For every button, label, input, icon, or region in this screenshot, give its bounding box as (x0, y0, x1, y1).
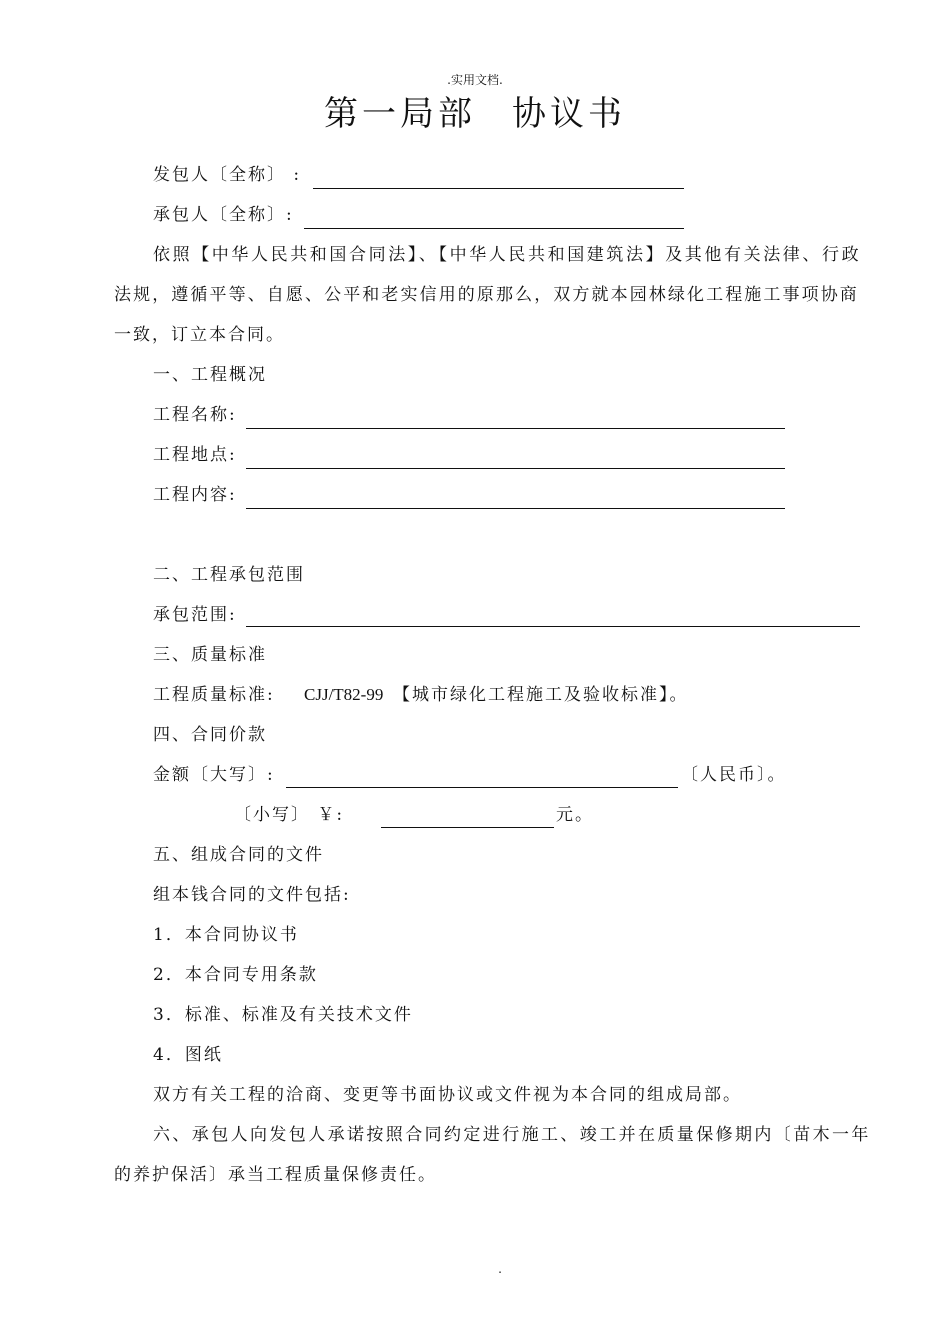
amount-figures-label: 〔小写〕 ￥: (234, 805, 345, 825)
section3-heading: 三、质量标准 (153, 645, 267, 665)
title-part1: 第一局部 (324, 94, 476, 134)
document-item: 1．本合同协议书 (153, 925, 299, 945)
document-title (0, 92, 950, 136)
preamble-line-1: 依照【中华人民共和国合同法】、【中华人民共和国建筑法】及其他有关法律、行政 (153, 245, 862, 265)
project-content-label: 工程内容: (153, 485, 237, 505)
documents-closing: 双方有关工程的洽商、变更等书面协议或文件视为本合同的组成局部。 (153, 1085, 742, 1105)
section1-heading: 一、工程概况 (153, 365, 267, 385)
project-content-field[interactable] (246, 508, 785, 509)
document-item: 3．标准、标准及有关技术文件 (153, 1005, 413, 1025)
amount-words-suffix: 〔人民币〕。 (681, 765, 787, 785)
section6-line-1: 六、承包人向发包人承诺按照合同约定进行施工、竣工并在质量保修期内〔苗木一年 (153, 1125, 871, 1145)
project-name-field[interactable] (246, 428, 785, 429)
amount-words-label: 金额〔大写〕: (153, 765, 275, 785)
quality-standard-name: 【城市绿化工程施工及验收标准】。 (393, 685, 689, 705)
amount-words-field[interactable] (286, 787, 678, 788)
contractor-name-field[interactable] (304, 228, 684, 229)
preamble-line-2: 法规，遵循平等、自愿、公平和老实信用的原那么，双方就本园林绿化工程施工事项协商 (114, 285, 859, 305)
document-item: 2．本合同专用条款 (153, 965, 318, 985)
project-location-field[interactable] (246, 468, 785, 469)
title-part2: 协议书 (512, 94, 626, 134)
scope-field[interactable] (246, 626, 860, 627)
quality-standard-label: 工程质量标准: (153, 685, 275, 705)
employer-name-field[interactable] (313, 188, 684, 189)
documents-intro: 组本钱合同的文件包括: (153, 885, 351, 905)
project-location-label: 工程地点: (153, 445, 237, 465)
section6-line-2: 的养护保活〕承当工程质量保修责任。 (114, 1165, 437, 1185)
preamble-line-3: 一致，订立本合同。 (114, 325, 285, 345)
header-note: .实用文档. (447, 73, 503, 87)
amount-figures-suffix: 元。 (556, 805, 594, 825)
section4-heading: 四、合同价款 (153, 725, 267, 745)
document-item: 4．图纸 (153, 1045, 223, 1065)
contractor-label: 承包人〔全称〕: (153, 205, 294, 225)
section2-heading: 二、工程承包范围 (153, 565, 305, 585)
amount-figures-field[interactable] (381, 827, 554, 828)
project-name-label: 工程名称: (153, 405, 237, 425)
scope-label: 承包范围: (153, 605, 237, 625)
footer-mark: . (498, 1262, 502, 1276)
quality-standard-code: CJJ/T82-99 (304, 685, 384, 704)
employer-label: 发包人〔全称〕 : (153, 165, 302, 185)
section5-heading: 五、组成合同的文件 (153, 845, 324, 865)
